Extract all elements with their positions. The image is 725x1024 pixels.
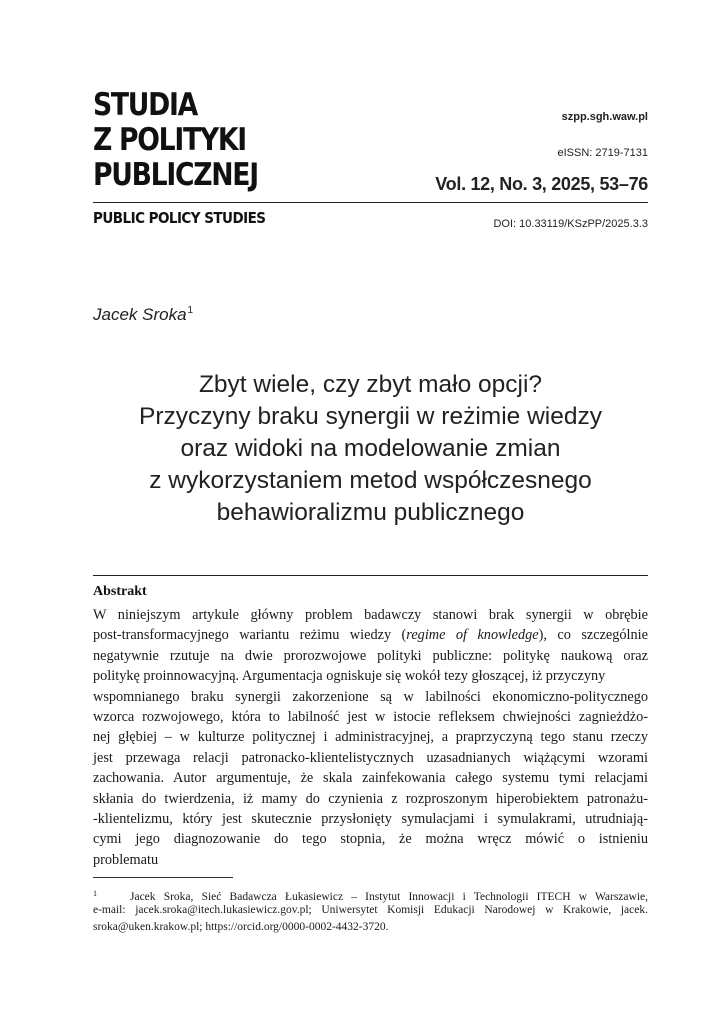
journal-eissn: eISSN: 2719-7131 xyxy=(557,147,648,159)
title-line: Zbyt wiele, czy zbyt mało opcji? xyxy=(198,371,543,398)
footnote-line: sroka@uken.krakow.pl; https://orcid.org/0000-0002-4432-3720. xyxy=(93,921,389,933)
abstract-line: skłania do twierdzenia, iż mamy do czynienia z rozproszonym hiperobiektem patronażu- xyxy=(93,790,648,807)
logo-line-3: PUBLICZNEJ xyxy=(93,157,258,193)
abstract-line: negatywnie rzutuje na dwie prorozwojowe polityki publiczne: politykę naukową oraz xyxy=(93,647,648,664)
abstract-text: post-transformacyjnego wariantu reżimu wiedzy ( xyxy=(93,627,407,644)
abstract-line: jest przewaga relacji patronacko-klientelistycznych uzasadnianych wiążącymi wzorami xyxy=(93,749,648,766)
title-line: Przyczyny braku synergii w reżimie wiedzy xyxy=(139,403,602,430)
footnote-number: 1 xyxy=(93,889,97,898)
abstract-text: ), co szczególnie xyxy=(538,627,648,644)
abstract-line: wspomnianego braku synergii zakorzenione są w labilności ekonomiczno-politycznego xyxy=(93,688,648,705)
author-name-text: Jacek Sroka xyxy=(93,305,187,324)
article-title xyxy=(93,369,648,529)
author-name xyxy=(93,305,193,325)
journal-url[interactable]: szpp.sgh.waw.pl xyxy=(561,111,648,123)
abstract-line: wzorca rozwojowego, która to labilność jest w istocie refleksem chwiejności zagnieżdżo- xyxy=(93,708,648,725)
footnote-text: Jacek Sroka, Sieć Badawcza Łukasiewicz – Instytut Innowacji i Technologii ITECH w Warszawie, xyxy=(130,891,648,903)
abstract-line: W niniejszym artykule główny problem badawczy stanowi brak synergii w obrębie xyxy=(93,607,648,623)
abstract-line: zachowania. Autor argumentuje, że skala zainfekowania całego systemu tymi relacjami xyxy=(93,770,648,787)
journal-subtitle: PUBLIC POLICY STUDIES xyxy=(93,209,266,227)
abstract-line: -klientelizmu, który jest skutecznie przysłonięty symulacjami i symulakrami, utrudniają- xyxy=(93,810,648,827)
abstract-italic: regime of knowledge xyxy=(406,627,539,644)
footnote-line: e-mail: jacek.sroka@itech.lukasiewicz.gov.pl; Uniwersytet Komisji Edukacji Narodowej w Krakowie, jacek. xyxy=(93,904,648,916)
logo-line-2: Z POLITYKI xyxy=(93,122,246,158)
journal-volume: Vol. 12, No. 3, 2025, 53–76 xyxy=(435,174,648,194)
abstract-heading: Abstrakt xyxy=(93,584,147,599)
footnote-line xyxy=(93,885,648,902)
abstract-divider xyxy=(93,575,648,576)
abstract-line: nej głębiej – w kulturze politycznej i administracyjnej, a praprzyczyną tego stanu rzeczy xyxy=(93,729,648,746)
logo-line-1: STUDIA xyxy=(93,87,197,123)
abstract-line: politykę proinnowacyjną. Argumentacja ogniskuje się wokół tezy głoszącej, iż przyczyny xyxy=(93,668,606,685)
abstract-line: cymi jego diagnozowanie do tego stopnia, że można wręcz mówić o istnieniu xyxy=(93,831,648,848)
author-footnote-mark[interactable]: 1 xyxy=(187,305,194,316)
header-divider xyxy=(93,202,648,203)
abstract-line xyxy=(93,625,648,645)
footnote xyxy=(93,885,648,936)
footnote-divider xyxy=(93,877,233,878)
abstract-text: problematu xyxy=(93,851,159,868)
abstract-body xyxy=(93,605,648,870)
article-doi[interactable]: DOI: 10.33119/KSzPP/2025.3.3 xyxy=(493,218,648,230)
title-line: behawioralizmu publicznego xyxy=(216,499,525,526)
title-line: z wykorzystaniem metod współczesnego xyxy=(149,467,592,494)
abstract-line xyxy=(93,850,648,870)
title-line: oraz widoki na modelowanie zmian xyxy=(180,435,561,462)
journal-logo xyxy=(93,88,258,193)
